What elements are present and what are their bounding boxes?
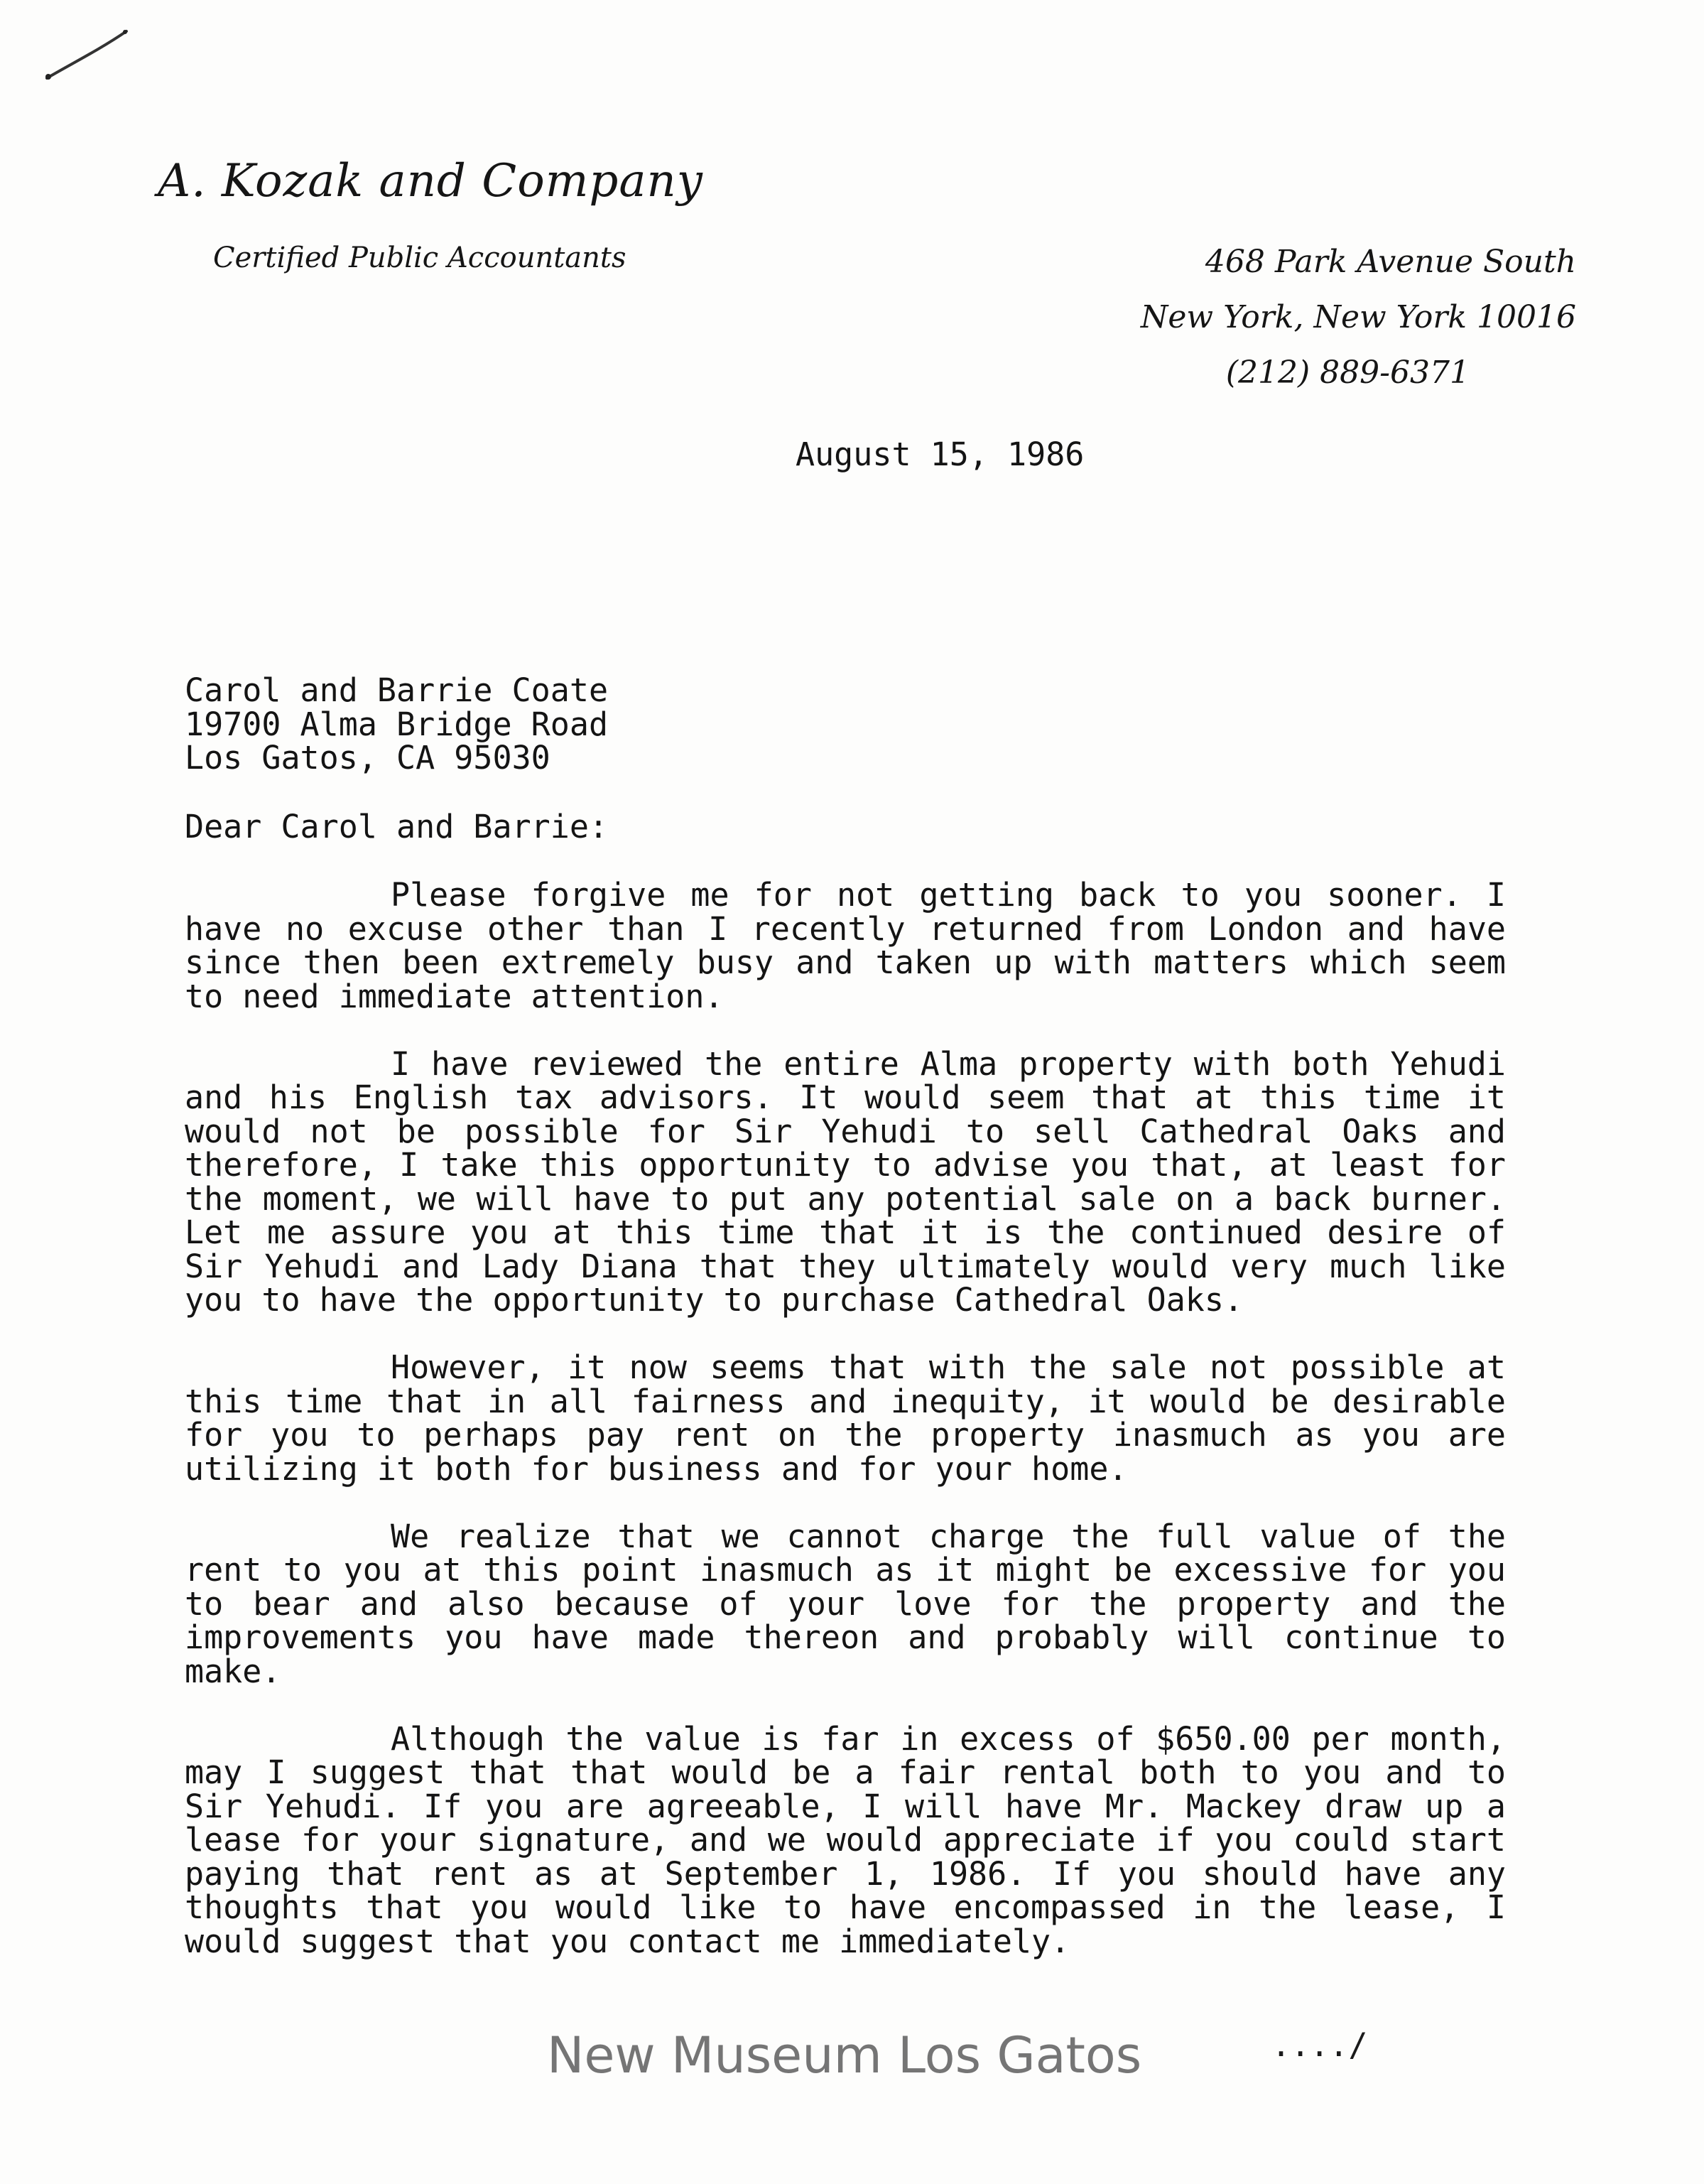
body-paragraph: Although the value is far in excess of $650.00 per month, may I suggest that that would be a fair rental both to you and to Sir Yehudi. If you are agreeable, I will have Mr. Mackey draw up a lease for your signature, and we would appreciate if you could start paying that rent as at September 1, 1986. If you should have any thoughts that you would like to have encompassed in the lease, I would suggest that you contact me immediately.	[185, 1719, 1506, 1960]
address-street: 468 Park Avenue South	[1205, 244, 1576, 280]
letter-date: August 15, 1986	[796, 436, 1085, 473]
letterhead-subtitle: Certified Public Accountants	[213, 242, 626, 274]
letterhead-company-name: A. Kozak and Company	[158, 155, 703, 207]
address-city: New York, New York 10016	[1140, 299, 1576, 335]
recipient-street: 19700 Alma Bridge Road	[185, 705, 609, 743]
museum-watermark: New Museum Los Gatos	[547, 2026, 1142, 2085]
body-paragraph: I have reviewed the entire Alma property with both Yehudi and his English tax advisors. It would seem that at this time it would not be possible for Sir Yehudi to sell Cathedral Oaks and therefore, I take this opportunity to advise you that, at least for the moment, we will have to put any potential sale on a back burner. Let me assure you at this time that it is the continued desire of Sir Yehudi and Lady Diana that they ultimately would very much like you to have the opportunity to purchase Cathedral Oaks.	[185, 1044, 1506, 1319]
recipient-city: Los Gatos, CA 95030	[185, 739, 550, 777]
continued-mark: ..../	[1271, 2026, 1368, 2064]
letter-body	[185, 878, 1506, 1992]
recipient-name: Carol and Barrie Coate	[185, 671, 609, 709]
letterhead-address	[1141, 234, 1576, 401]
address-phone: (212) 889-6371	[1225, 355, 1470, 391]
recipient-address	[185, 671, 609, 777]
pen-stroke-mark	[43, 21, 135, 85]
body-paragraph: We realize that we cannot charge the full value of the rent to you at this point inasmuch as it might be excessive for you to bear and also because of your love for the property and the improvements you have made thereon and probably will continue to make.	[185, 1517, 1506, 1690]
body-paragraph: Please forgive me for not getting back to you sooner. I have no excuse other than I recently returned from London and have since then been extremely busy and taken up with matters which seem to need immediate attention.	[185, 876, 1506, 1015]
body-paragraph: However, it now seems that with the sale not possible at this time that in all fairness and inequity, it would be desirable for you to perhaps pay rent on the property inasmuch as you are utilizing it both for business and for your home.	[185, 1348, 1506, 1488]
salutation: Dear Carol and Barrie:	[185, 808, 609, 845]
